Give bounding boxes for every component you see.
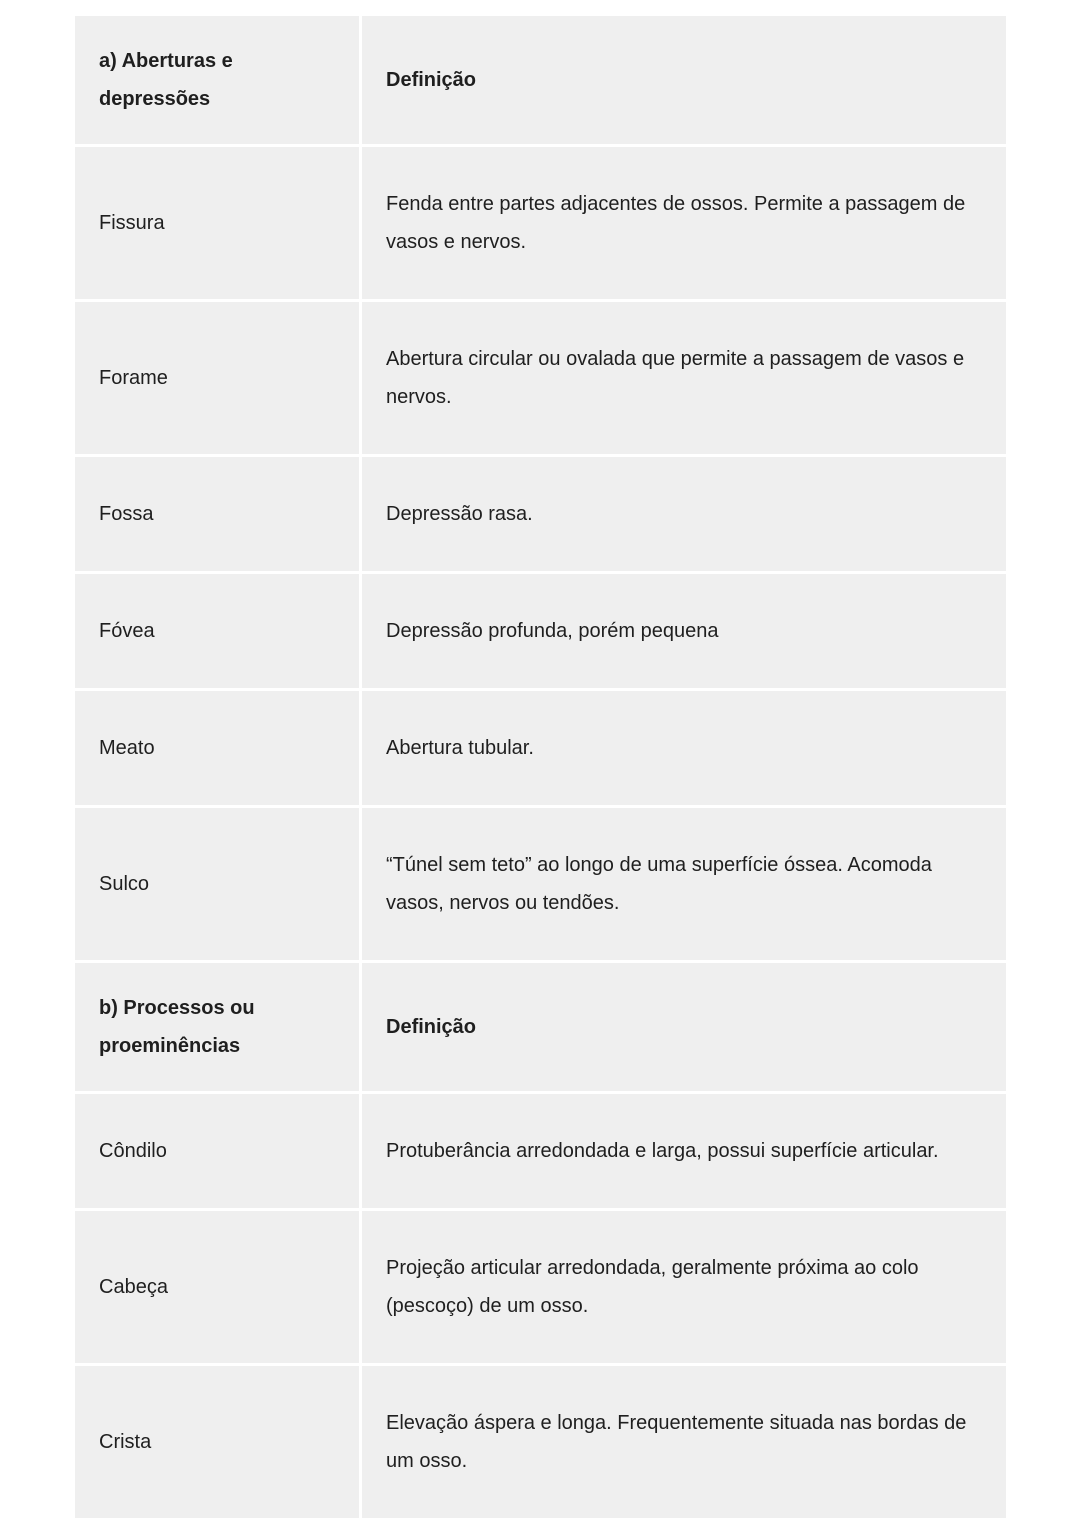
definition-cell: “Túnel sem teto” ao longo de uma superfície óssea. Acomoda vasos, nervos ou tendões. xyxy=(362,808,1006,960)
table-row xyxy=(75,1094,1006,1208)
table-row xyxy=(75,808,1006,960)
table-row xyxy=(75,691,1006,805)
term-cell: Fossa xyxy=(75,457,359,571)
term-cell: Crista xyxy=(75,1366,359,1518)
definition-cell: Depressão rasa. xyxy=(362,457,1006,571)
table-row xyxy=(75,574,1006,688)
term-cell: Sulco xyxy=(75,808,359,960)
definition-cell: Fenda entre partes adjacentes de ossos. Permite a passagem de vasos e nervos. xyxy=(362,147,1006,299)
term-cell: Fóvea xyxy=(75,574,359,688)
term-cell: Meato xyxy=(75,691,359,805)
section-header-definition: Definição xyxy=(362,16,1006,144)
section-header-term: a) Aberturas e depressões xyxy=(75,16,359,144)
term-cell: Cabeça xyxy=(75,1211,359,1363)
term-cell: Forame xyxy=(75,302,359,454)
definition-cell: Protuberância arredondada e larga, possui superfície articular. xyxy=(362,1094,1006,1208)
table-row xyxy=(75,1211,1006,1363)
section-header-row xyxy=(75,963,1006,1091)
section-header-term: b) Processos ou proeminências xyxy=(75,963,359,1091)
term-cell: Côndilo xyxy=(75,1094,359,1208)
definition-cell: Abertura circular ou ovalada que permite a passagem de vasos e nervos. xyxy=(362,302,1006,454)
bone-features-table xyxy=(72,13,1009,1521)
definition-cell: Projeção articular arredondada, geralmente próxima ao colo (pescoço) de um osso. xyxy=(362,1211,1006,1363)
definition-cell: Elevação áspera e longa. Frequentemente situada nas bordas de um osso. xyxy=(362,1366,1006,1518)
table-row xyxy=(75,302,1006,454)
table-row xyxy=(75,1366,1006,1518)
definition-cell: Depressão profunda, porém pequena xyxy=(362,574,1006,688)
table-row xyxy=(75,147,1006,299)
table-row xyxy=(75,457,1006,571)
term-cell: Fissura xyxy=(75,147,359,299)
section-header-row xyxy=(75,16,1006,144)
definition-cell: Abertura tubular. xyxy=(362,691,1006,805)
section-header-definition: Definição xyxy=(362,963,1006,1091)
